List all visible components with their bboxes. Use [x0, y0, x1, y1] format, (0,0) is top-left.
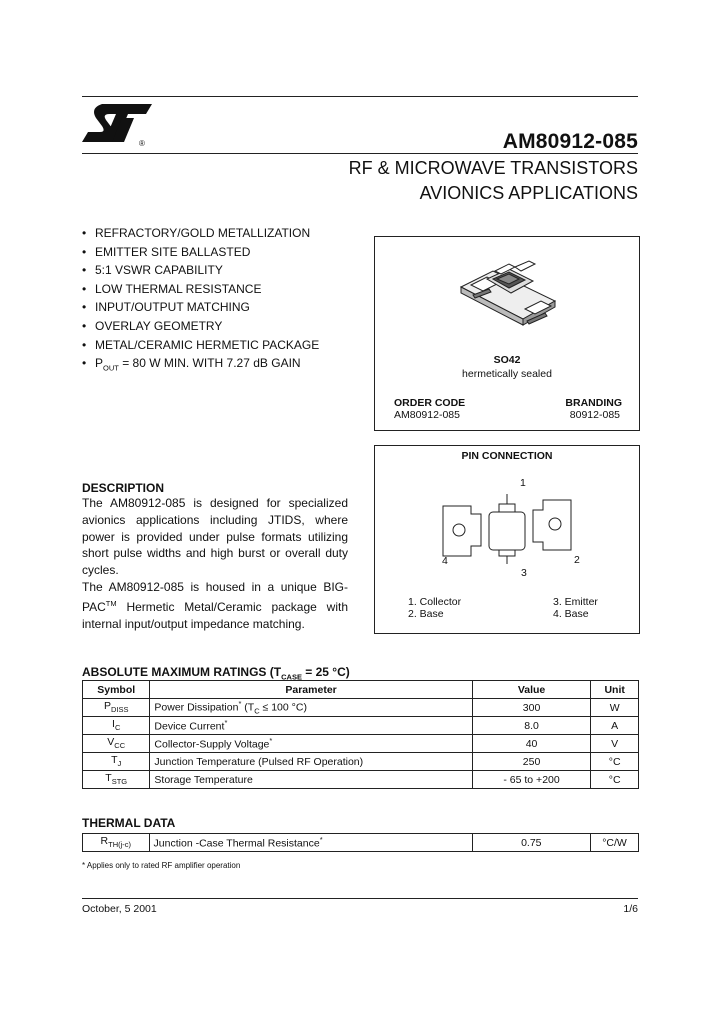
- feature-item: • LOW THERMAL RESISTANCE: [82, 281, 262, 296]
- footer-date: October, 5 2001: [82, 903, 157, 915]
- header-value: Value: [472, 681, 591, 699]
- package-name: SO42: [493, 354, 521, 366]
- parameter-cell: Storage Temperature: [150, 771, 472, 789]
- pin-number-3: 3: [521, 567, 527, 579]
- thermal-table: [82, 833, 639, 852]
- feature-item-pout: • $P_{OUT} = 80$ W MIN. WITH 7.27 dB GAIN: [82, 356, 301, 373]
- symbol-cell: $I_C$: [83, 717, 150, 735]
- abs-max-table: [82, 680, 639, 789]
- parameter-cell: Junction -Case Thermal Resistance*: [149, 834, 472, 852]
- footer-page: 1/6: [623, 903, 638, 915]
- value-cell: 300: [472, 699, 591, 717]
- subtitle-1: RF & MICROWAVE TRANSISTORS: [348, 158, 638, 178]
- table-row: [83, 699, 639, 717]
- description-para-2: The AM80912-085 is housed in a unique BIG-PAC™ Hermetic Metal/Ceramic package with internal input/output impedance matching.: [82, 579, 348, 631]
- pin-legend-3: 3. Emitter: [553, 596, 598, 608]
- value-cell: 40: [472, 735, 591, 753]
- symbol-cell: $P_{DISS}$: [83, 699, 150, 717]
- symbol-cell: $T_{STG}$: [83, 771, 150, 789]
- st-logo-icon: [82, 104, 154, 142]
- parameter-cell: Collector-Supply Voltage*: [150, 735, 472, 753]
- unit-cell: W: [591, 699, 639, 717]
- value-cell: 8.0: [472, 717, 591, 735]
- feature-item: • OVERLAY GEOMETRY: [82, 318, 223, 333]
- value-cell: - 65 to +200: [472, 771, 591, 789]
- unit-cell: °C: [591, 753, 639, 771]
- symbol-cell: $T_J$: [83, 753, 150, 771]
- package-note: hermetically sealed: [462, 368, 552, 380]
- table-row: [83, 834, 639, 852]
- value-cell: 0.75: [472, 834, 590, 852]
- header-unit: Unit: [591, 681, 639, 699]
- subtitle-2: AVIONICS APPLICATIONS: [419, 183, 638, 203]
- unit-cell: °C/W: [591, 834, 639, 852]
- pin-legend-4: 4. Base: [553, 608, 589, 620]
- symbol-cell: $V_{CC}$: [83, 735, 150, 753]
- abs-max-title: ABSOLUTE MAXIMUM RATINGS ($T_{CASE} = 25$ °C): [82, 665, 350, 682]
- order-code: AM80912-085: [394, 409, 460, 421]
- unit-cell: °C: [591, 771, 639, 789]
- description-para-1: The AM80912-085 is designed for specialized avionics applications including JTIDS, where power is provided under pulse formats utilizing short pulse widths and high burst or overall duty cycles.: [82, 496, 348, 578]
- unit-cell: A: [591, 717, 639, 735]
- table-row: [83, 753, 639, 771]
- pin-number-2: 2: [574, 554, 580, 566]
- branding: 80912-085: [569, 409, 620, 421]
- table-row: [83, 771, 639, 789]
- package-box: [374, 236, 640, 431]
- branding-label: BRANDING: [565, 397, 622, 409]
- title-rule: [82, 153, 638, 154]
- feature-item: • INPUT/OUTPUT MATCHING: [82, 300, 250, 315]
- description-title: DESCRIPTION: [82, 481, 165, 495]
- part-number: AM80912-085: [502, 130, 638, 153]
- feature-item: • 5:1 VSWR CAPABILITY: [82, 263, 223, 278]
- footnote: * Applies only to rated RF amplifier operation: [82, 861, 241, 870]
- value-cell: 250: [472, 753, 591, 771]
- registered-mark: ®: [139, 139, 145, 148]
- unit-cell: V: [591, 735, 639, 753]
- thermal-title: THERMAL DATA: [82, 816, 176, 830]
- header-symbol: Symbol: [83, 681, 150, 699]
- pin-connection-title: PIN CONNECTION: [461, 450, 553, 462]
- feature-list: [82, 224, 319, 373]
- description-body: [82, 495, 348, 632]
- table-row: [83, 717, 639, 735]
- header-parameter: Parameter: [150, 681, 472, 699]
- footer-rule: [82, 898, 638, 899]
- parameter-cell: Power Dissipation* ($T_C \le 100$ °C): [150, 699, 472, 717]
- feature-item: • METAL/CERAMIC HERMETIC PACKAGE: [82, 337, 320, 352]
- feature-item: • EMITTER SITE BALLASTED: [82, 244, 251, 259]
- symbol-cell: $R_{TH(j-c)}$: [83, 834, 150, 852]
- pin-number-1: 1: [520, 477, 526, 489]
- pin-diagram-icon: [437, 486, 577, 566]
- top-rule: [82, 96, 638, 97]
- table-header-row: [83, 681, 639, 699]
- feature-item: • REFRACTORY/GOLD METALLIZATION: [82, 226, 311, 240]
- table-row: [83, 735, 639, 753]
- pin-connection-box: [374, 445, 640, 634]
- pin-number-4: 4: [442, 555, 448, 567]
- parameter-cell: Device Current*: [150, 717, 472, 735]
- pin-legend-1: 1. Collector: [408, 596, 462, 608]
- package-illustration-icon: [453, 259, 565, 341]
- parameter-cell: Junction Temperature (Pulsed RF Operation): [150, 753, 472, 771]
- pin-legend-2: 2. Base: [408, 608, 444, 620]
- order-code-label: ORDER CODE: [394, 397, 466, 409]
